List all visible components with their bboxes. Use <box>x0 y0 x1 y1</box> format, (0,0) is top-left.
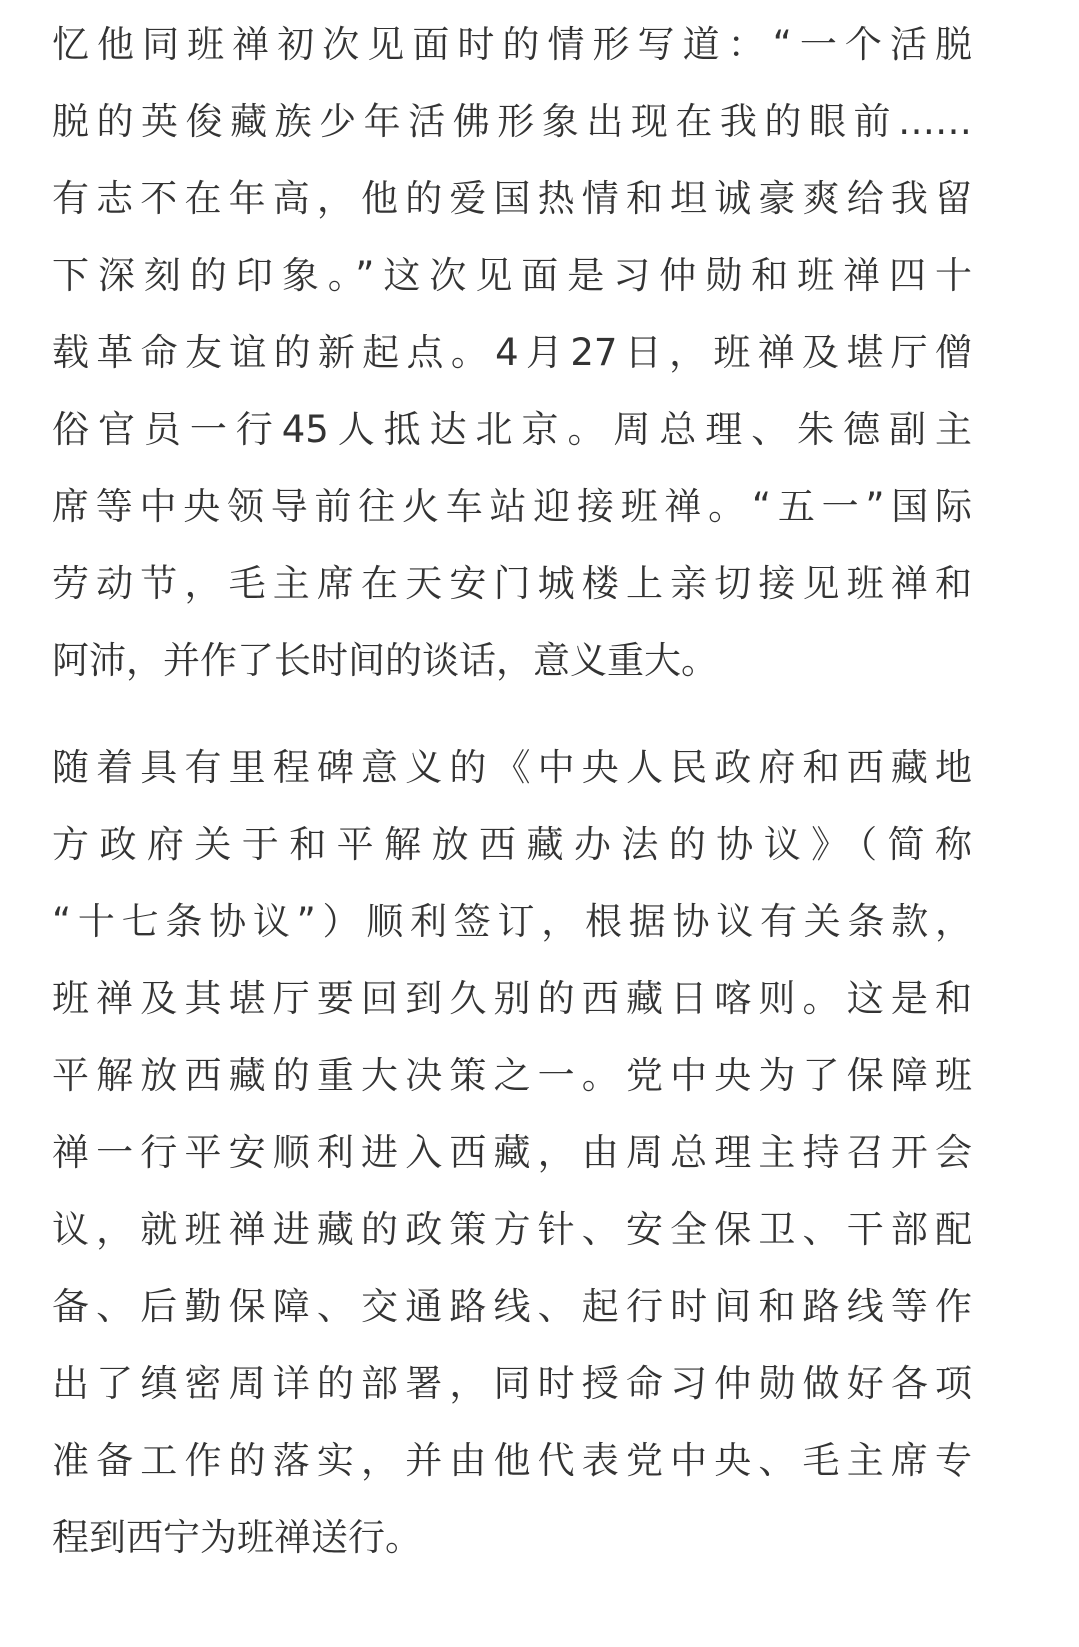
text-line: 平解放西藏的重大决策之一。党中央为了保障班 <box>52 1054 972 1097</box>
paragraph-2 <box>52 729 972 1576</box>
text-line: 出了缜密周详的部署，同时授命习仲勋做好各项 <box>52 1362 972 1405</box>
text-line: 程到西宁为班禅送行。 <box>52 1516 422 1559</box>
text-line: 方政府关于和平解放西藏办法的协议》（简称 <box>52 823 972 866</box>
text-line: 班禅及其堪厅要回到久别的西藏日喀则。这是和 <box>52 977 972 1020</box>
text-line: 随着具有里程碑意义的《中央人民政府和西藏地 <box>52 746 972 789</box>
text-line: 俗官员一行45人抵达北京。周总理、朱德副主 <box>52 408 972 451</box>
text-line: 脱的英俊藏族少年活佛形象出现在我的眼前…… <box>52 100 972 143</box>
text-line: 载革命友谊的新起点。4月27日，班禅及堪厅僧 <box>52 331 972 374</box>
article-body <box>52 6 972 1576</box>
text-line: 劳动节，毛主席在天安门城楼上亲切接见班禅和 <box>52 562 972 605</box>
text-line: 忆他同班禅初次见面时的情形写道：“一个活脱 <box>52 23 972 66</box>
text-line: 有志不在年高，他的爱国热情和坦诚豪爽给我留 <box>52 177 972 220</box>
text-line: 下深刻的印象。”这次见面是习仲勋和班禅四十 <box>52 254 972 297</box>
text-line: 准备工作的落实，并由他代表党中央、毛主席专 <box>52 1439 972 1482</box>
text-line: 阿沛，并作了长时间的谈话，意义重大。 <box>52 639 718 682</box>
text-line: “十七条协议”）顺利签订，根据协议有关条款， <box>52 900 972 943</box>
text-line: 席等中央领导前往火车站迎接班禅。“五一”国际 <box>52 485 972 528</box>
text-line: 议，就班禅进藏的政策方针、安全保卫、干部配 <box>52 1208 972 1251</box>
text-line: 禅一行平安顺利进入西藏，由周总理主持召开会 <box>52 1131 972 1174</box>
text-line: 备、后勤保障、交通路线、起行时间和路线等作 <box>52 1285 972 1328</box>
paragraph-1 <box>52 6 972 699</box>
